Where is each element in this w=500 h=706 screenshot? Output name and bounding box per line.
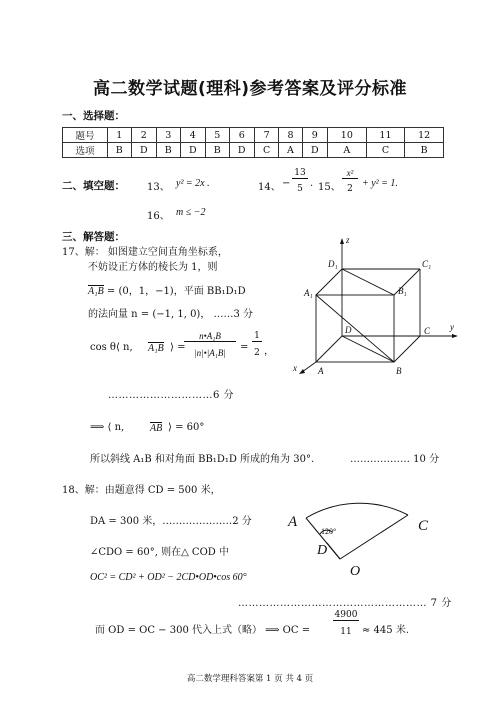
vertex-c1-label: C₁: [422, 259, 432, 269]
table-cell: 4: [180, 128, 205, 143]
q18-final-denominator: 11: [340, 627, 352, 637]
q18-line1: 18、解：由题意得 CD = 500 米，: [62, 485, 221, 496]
table-cell: 8: [279, 128, 302, 143]
table-row: [63, 128, 444, 143]
q14-denominator: 5: [297, 184, 303, 194]
y-axis-label: y: [450, 322, 454, 332]
edge-a1-d1: [316, 269, 342, 295]
segment-c-o: [340, 515, 408, 559]
q17-equals: =: [240, 342, 249, 353]
q17-cos-vector: A₁B: [148, 343, 164, 354]
table-cell: 2: [131, 128, 156, 143]
q14-period: .: [310, 178, 314, 189]
q17-conclusion: 所以斜线 A₁B 和对角面 BB₁D₁D 所成的角为 30°.: [90, 454, 315, 465]
q15-denominator: 2: [347, 184, 353, 194]
q18-final-numerator: 4900: [334, 610, 358, 620]
table-cell: 1: [108, 128, 132, 143]
vertex-c-label: C: [424, 326, 431, 336]
y-arrow-icon: [452, 334, 458, 338]
z-arrow-icon: [340, 238, 344, 244]
q17-line2: 不妨设正方体的棱长为 1，则: [88, 262, 218, 273]
vertex-d-label: D: [345, 325, 352, 335]
point-d-label: D: [317, 543, 328, 558]
segment-o-d: [327, 543, 340, 559]
q17-line4: 的法向量 n = (−1, 1, 0)， ……3 分: [88, 309, 254, 320]
q14-label: 14、: [258, 182, 281, 193]
point-o-label: O: [350, 564, 361, 579]
page-footer: 高二数学理科答案第 1 页 共 4 页: [186, 674, 314, 684]
table-cell: D: [302, 143, 327, 158]
angle-label: 120°: [321, 527, 337, 536]
q17-cos-prefix: cos θ⟨ n,: [90, 342, 133, 353]
table-row-label: 选项: [63, 143, 108, 158]
table-cell: A: [328, 143, 367, 158]
q16-label: 16、: [147, 211, 170, 222]
point-a-label: A: [288, 514, 298, 530]
z-axis-label: z: [346, 235, 350, 245]
arc-ac: [306, 503, 408, 518]
x-arrow-icon: [299, 369, 305, 374]
q17-line1: 17、解： 如图建立空间直角坐标系，: [62, 247, 228, 258]
q18-line3: ∠CDO = 60°, 则在△ COD 中: [90, 547, 229, 558]
q17-score10: ……………… 10 分: [350, 454, 440, 465]
vertex-a1-label: A₁: [304, 288, 313, 298]
q17-arrow-suffix: ⟩ = 60°: [168, 422, 205, 433]
section-choice-heading: 一、选择题：: [62, 110, 125, 122]
section-solution-heading: 三、解答题：: [62, 231, 125, 243]
table-cell: D: [229, 143, 254, 158]
table-row-label: 题号: [63, 128, 108, 143]
table-cell: B: [205, 143, 229, 158]
segment-a1-b: [316, 295, 394, 362]
q16-answer: m ≤ −2: [176, 207, 206, 218]
q18-line2: DA = 300 米，…………………2 分: [90, 516, 252, 527]
vertex-d1-label: D₁: [328, 259, 338, 269]
vertex-b-label: B: [396, 366, 402, 376]
q15-label: 15、: [318, 182, 341, 193]
q17-comma: ，: [264, 346, 274, 357]
page-title: 高二数学试题(理科)参考答案及评分标准: [92, 79, 408, 99]
point-c-label: C: [418, 518, 429, 534]
table-cell: C: [366, 143, 405, 158]
edge-b-c: [394, 336, 420, 362]
q17-line3: [88, 282, 246, 297]
table-cell: D: [180, 143, 205, 158]
q18-final-prefix: 而 OD = OC − 300 代入上式（略） ⟹ OC =: [95, 625, 311, 636]
table-cell: B: [108, 143, 132, 158]
q17-score6: …………………………6 分: [108, 390, 235, 401]
q17-frac1-denominator: |n|•|A₁B|: [194, 348, 226, 358]
q17-frac1-numerator: n•A₁B: [184, 331, 236, 342]
q13-answer: y² = 2x .: [176, 178, 210, 189]
table-cell: 12: [405, 128, 444, 143]
q17-line3-rest: = (0，1，−1)，平面 BB₁D₁D: [103, 286, 246, 297]
q15-answer-tail: + y² = 1.: [362, 178, 398, 189]
table-row: [63, 143, 444, 158]
table-cell: C: [254, 143, 278, 158]
table-cell: 10: [328, 128, 367, 143]
table-cell: 5: [205, 128, 229, 143]
sector-figure: [280, 476, 440, 586]
vector-a1b: A₁B: [88, 286, 104, 297]
q17-arrow-prefix: ⟹ ⟨ n,: [90, 422, 125, 433]
x-axis-label: x: [293, 363, 297, 373]
answer-table: [62, 127, 444, 158]
table-cell: 11: [366, 128, 405, 143]
table-cell: 6: [229, 128, 254, 143]
q14-numerator: 13: [292, 168, 308, 179]
table-cell: A: [279, 143, 302, 158]
q15-numerator: x²: [342, 168, 358, 179]
q13-label: 13、: [147, 182, 170, 193]
section-fill-heading: 二、填空题：: [62, 180, 125, 192]
q17-cos-close: ⟩ =: [170, 342, 186, 353]
table-cell: 9: [302, 128, 327, 143]
q17-arrow-vector: AB: [150, 423, 163, 434]
vertex-b1-label: B₁: [398, 286, 407, 296]
q14-minus: −: [282, 178, 291, 189]
q18-final-suffix: ≈ 445 米.: [362, 625, 410, 636]
q17-frac2-numerator: 1: [252, 331, 262, 342]
q18-score7: ……………………………………………… 7 分: [238, 598, 452, 609]
table-cell: B: [405, 143, 444, 158]
cube-figure: [290, 234, 480, 376]
q18-line4: OC² = CD² + OD² − 2CD•OD•cos 60°: [90, 572, 247, 583]
table-cell: 3: [156, 128, 180, 143]
edge-d-a: [316, 336, 342, 362]
x-axis: [302, 362, 316, 372]
table-cell: D: [131, 143, 156, 158]
vertex-a-label: A: [318, 366, 324, 376]
table-cell: B: [156, 143, 180, 158]
table-cell: 7: [254, 128, 278, 143]
q17-frac2-denominator: 2: [254, 348, 260, 358]
segment-d1-b1: [342, 269, 394, 295]
